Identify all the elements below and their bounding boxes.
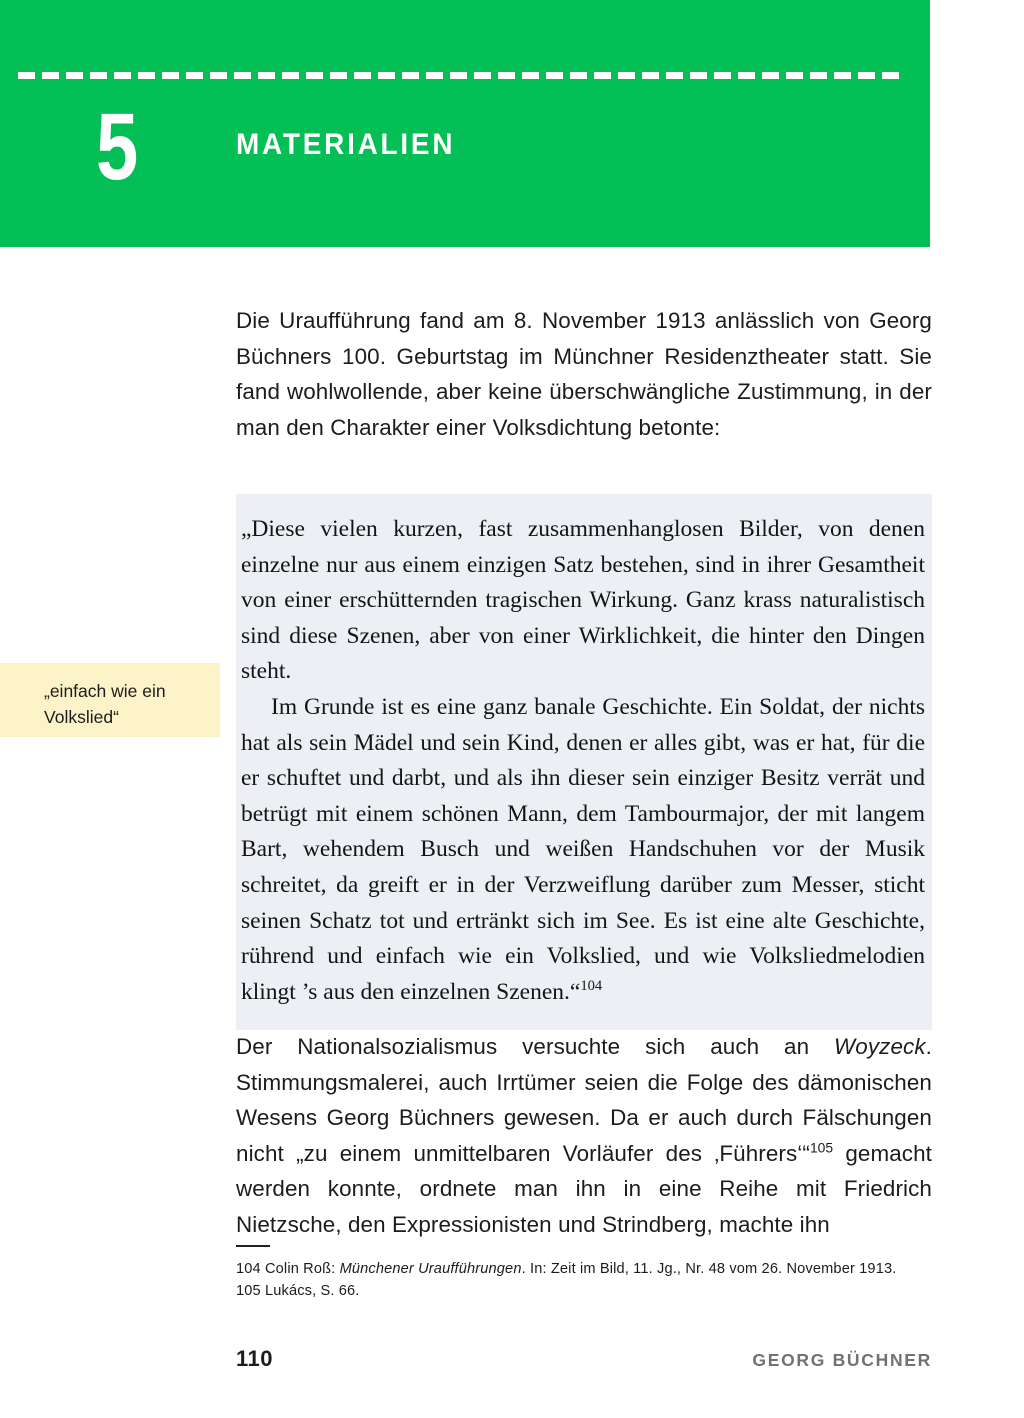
post-quote-paragraph xyxy=(236,1029,932,1242)
footnote-105: 105 Lukács, S. 66. xyxy=(236,1283,360,1299)
post-quote-text-part-3: gemacht werden konnte, ordnete man ihn in eine Reihe mit Friedrich Nietzsche, den Expressionisten und Strindberg, machte ihn xyxy=(236,1140,932,1237)
intro-paragraph: Die Uraufführung fand am 8. November 1913 anlässlich von Georg Büchners 100. Geburtstag im Münchner Residenztheater statt. Sie fand wohlwollende, aber keine überschwängliche Zustimmung, in der man den Charakter einer Volksdichtung betonte: xyxy=(236,308,932,440)
footnote-marker-105: 105 xyxy=(809,1139,834,1156)
margin-note-box xyxy=(0,663,220,737)
footnote-104-suffix: . In: Zeit im Bild, 11. Jg., Nr. 48 vom 26. November 1913. xyxy=(521,1261,897,1277)
dashed-rule-decoration xyxy=(18,72,905,79)
blockquote-paragraph-2 xyxy=(236,690,932,1010)
intro-paragraph-block xyxy=(236,303,932,445)
footnote-104-prefix: 104 Colin Roß: xyxy=(236,1261,340,1277)
page-number: 110 xyxy=(236,1346,273,1371)
blockquote-paragraph-2-text: Im Grunde ist es eine ganz banale Geschichte. Ein Soldat, der nichts hat als sein Mädel und sein Kind, denen er alles gibt, was er hat, für die er schuftet und darbt, und als ihn dieser sein einziger Besitz verrät und betrügt mit einem schönen Mann, dem Tambourmajor, der mit langem Bart, wehendem Busch und weißen Handschuhen vor der Musik schreitet, da greift er in der Verzweiflung darüber zum Messer, sticht seinen Schatz tot und ertränkt sich im See. Es ist eine alte Geschichte, rührend und einfach wie ein Volkslied, und wie Volksliedmelodien klingt ’s aus den einzelnen Szenen.“ xyxy=(241,693,925,1005)
chapter-title: MATERIALIEN xyxy=(236,128,456,161)
blockquote-paragraph-1: „Diese vielen kurzen, fast zusammenhanglosen Bilder, von denen einzelne nur aus einem einzigen Satz bestehen, sind in ihrer Gesamtheit von einer erschütternden tragischen Wirkung. Ganz krass naturalistisch sind diese Szenen, aber von einer Wirklichkeit, die hinter den Dingen steht. xyxy=(241,516,925,685)
blockquote-container xyxy=(236,494,932,1030)
footnote-104-title: Münchener Uraufführungen xyxy=(339,1261,522,1277)
post-quote-paragraph-block xyxy=(236,1029,932,1242)
chapter-header-band xyxy=(0,0,930,247)
footnote-separator-rule xyxy=(236,1245,270,1247)
work-title-woyzeck: Woyzeck xyxy=(834,1034,926,1059)
post-quote-text-part-1: Der Nationalsozialismus versuchte sich auch an xyxy=(236,1034,835,1059)
footnotes-section xyxy=(236,1245,936,1302)
footnote-104 xyxy=(236,1258,936,1280)
margin-note-text: „einfach wie ein Volkslied“ xyxy=(44,681,166,727)
post-quote-text-part-2: . Stimmungsmalerei, auch Irrtümer seien die Folge des dämonischen Wesens Georg Büchners gewesen. Da er auch durch Fälschungen nicht „zu einem unmittelbaren Vorläufer des ‚Führers‘“ xyxy=(236,1034,932,1166)
chapter-header-content xyxy=(0,94,930,208)
footnote-marker-104: 104 xyxy=(580,977,603,994)
chapter-number: 5 xyxy=(96,94,138,200)
page-footer xyxy=(236,1346,932,1372)
running-book-title: GEORG BÜCHNER xyxy=(752,1350,932,1370)
